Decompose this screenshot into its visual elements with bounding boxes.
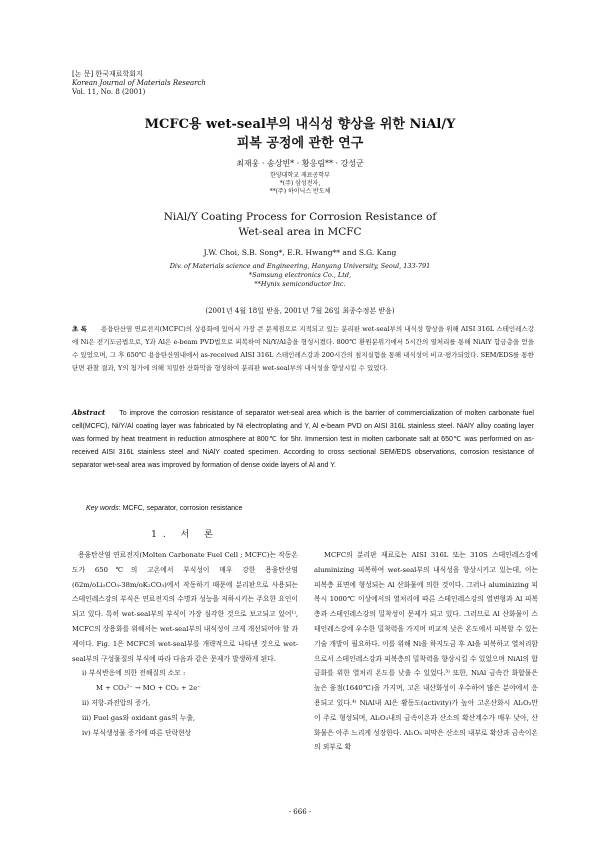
keywords (86, 505, 242, 512)
affil-en-line2: *Samsung electronics Co., Ltd, (248, 271, 352, 279)
keywords-text: : MCFC, separator, corrosion resistance (118, 505, 243, 512)
abstract-english (72, 406, 534, 472)
list-item: ⅰ) 부식반응에 의한 전해질의 소모 : (82, 669, 186, 678)
title-korean (0, 115, 600, 153)
list-item: ⅲ) Fuel gas와 oxidant gas의 누출, (82, 713, 196, 722)
section-heading: 1. 서 론 (151, 530, 219, 540)
affil-ko-line3: **(주) 하이닉스 반도체 (269, 188, 331, 195)
title-en-line2: Wet-seal area in MCFC (238, 226, 362, 238)
title-en-line1: NiAl/Y Coating Process for Corrosion Resistance of (163, 211, 437, 223)
journal-header (72, 70, 206, 97)
reaction-equation: M + CO₃²⁻ → MO + CO₂ + 2e⁻ (96, 684, 201, 693)
journal-volume: Vol. 11, No. 8 (2001) (72, 88, 146, 96)
abstract-ko-label: 초 록 (72, 325, 87, 333)
abstract-korean (72, 323, 534, 375)
journal-name-ko: [논 문] 한국재료학회지 (72, 70, 143, 78)
list-item: ⅱ) 저항-과전압의 증가, (82, 698, 151, 707)
keywords-label: Key words (86, 505, 119, 512)
authors-english: J.W. Choi, S.B. Song*, E.R. Hwang** and S.G. Kang (203, 248, 397, 257)
authors-korean: 최재웅 · 송상빈* · 황응림** · 강성군 (236, 159, 364, 168)
title-english (0, 210, 600, 240)
title-ko-line1: MCFC용 wet-seal부의 내식성 향상을 위한 NiAl/Y (144, 117, 456, 132)
abstract-en-text: To improve the corrosion resistance of separator wet-seal area which is the barrier of commercialization of molten carbonate fuel cell(MCFC), Ni/Y/Al coating layer was fabricated by Ni electroplating and Y, Al e-beam PVD on AISI 316L stainless steel. NiAlY alloy coating layer was formed by heat treatment in reduction atmosphere at 800℃ for 5hr. Immersion test in molten carbonate salt at 650℃ was performed on as-received AISI 316L stainless steel and NiAlY coated specimen. According to cross sectional SEM/EDS observations, corrosion resistance of separator wet-seal area was improved by formation of dense oxide layers of Al and Y. (72, 410, 534, 469)
problem-list (72, 666, 298, 740)
title-ko-line2: 피복 공정에 관한 연구 (236, 136, 364, 151)
page-number: - 666 - (288, 808, 312, 816)
abstract-ko-text: 용융탄산염 연료전지(MCFC)의 상용화에 있어서 가장 큰 문제점으로 지적되고 있는 분리판 wet-seal부의 내식성 향상을 위해 AISI 316L 스테인레스강에 Ni은 전기도금법으로, Y과 Al은 e-beam PVD법으로 피복하여 Ni/Y/Al층을 형성시켰다. 800℃ 환원분위기에서 5시간의 열처리를 통해 NiAlY 합금층을 얻을 수 있었으며, 그 후 650℃ 용융탄산염내에서 as-received AISI 316L 스테인레스강과 200시간의 침지실험을 통해 내식성이 비교·평가되었다. SEM/EDS를 통한 단면 관찰 결과, Y의 첨가에 의해 치밀한 산화막을 형성하여 분리판 wet-seal부의 내식성을 향상시킬 수 있었다. (72, 325, 534, 372)
affil-ko-line2: *(주) 삼성전자, (279, 180, 321, 187)
journal-name-en: Korean Journal of Materials Research (72, 79, 206, 87)
affiliation-korean (0, 172, 600, 196)
right-column (314, 548, 538, 755)
list-item: ⅳ) 부식생성물 증가에 따른 단락현상 (82, 728, 192, 737)
abstract-en-label: Abstract (72, 408, 106, 417)
affil-ko-line1: 한양대학교 재료공학부 (270, 172, 330, 179)
intro-paragraph-2: MCFC의 분리판 재료로는 AISI 316L 또는 310S 스테인레스강에 aluminizing 피복하여 wet-seal부의 내식성을 향상시키고 있는데, 이는 피복층 표면에 형성되는 Al 산화물에 의한 것이다. 그러나 aluminizing 피복시 1000℃ 이상에서의 열처리에 따른 스테인레스강의 열변형과 Al 피복층과 스테인레스강의 밀착성이 문제가 되고 있다. 그러므로 Al 산화물이 스테인레스강에 우수한 밀착력을 가지며 비교적 낮은 온도에서 피복할 수 있는 기술 개발이 필요하다. 이를 위해 Ni을 하지도금 후 Al을 피복하고 열처리함으로서 스테인레스강과 피복층의 밀착력을 향상시킬 수 있었으며 NiAl의 합금화를 위한 열처리 온도를 낮출 수 있었다.³⁾ 또한, NiAl 금속간 화합물은 높은 융점(1640℃)을 가지며, 고온 내산화성이 우수하여 많은 분야에서 응용되고 있다.⁴⁾ NiAl내 Al은 활동도(activity)가 높아 고온산화시 Al₂O₃만이 주로 형성되며, Al₂O₃내의 금속이온과 산소의 확산계수가 매우 낮아, 산화물은 아주 느리게 성장한다. Al₂O₃ 피막은 산소의 내부로 확산과 금속이온의 외부로 확 (314, 551, 538, 752)
received-dates: (2001년 4월 18일 받음, 2001년 7월 26일 최종수정본 받음) (205, 307, 395, 315)
affiliation-english (0, 262, 600, 289)
affil-en-line3: **Hynix semiconductor Inc. (254, 280, 346, 288)
affil-en-line1: Div. of Materials science and Engineering, Hanyang University, Seoul, 133-791 (169, 262, 431, 270)
intro-paragraph-1: 용융탄산염 연료전지(Molten Carbonate Fuel Cell ; MCFC)는 작동온도가 650℃의 고온에서 부식성이 매우 강한 용융탄산염(62m/oLi₂CO₃-38m/oK₂CO₃)에서 작동하기 때문에 분리판으로 사용되는 스테인레스강의 부식은 연료전지의 수명과 성능을 저하시키는 주요한 요인이 되고 있다. 특히 wet-seal부의 부식이 가장 심각한 것으로 보고되고 있어¹⁾, MCFC의 상용화를 위해서는 wet-seal부의 내식성이 크게 개선되어야 할 과제이다. Fig. 1은 MCFC의 wet-seal부를 개략적으로 나타낸 것으로 wet-seal부의 구성물질의 부식에 따라 다음과 같은 문제가 발생하게 된다. (72, 551, 298, 663)
left-column (72, 527, 298, 740)
